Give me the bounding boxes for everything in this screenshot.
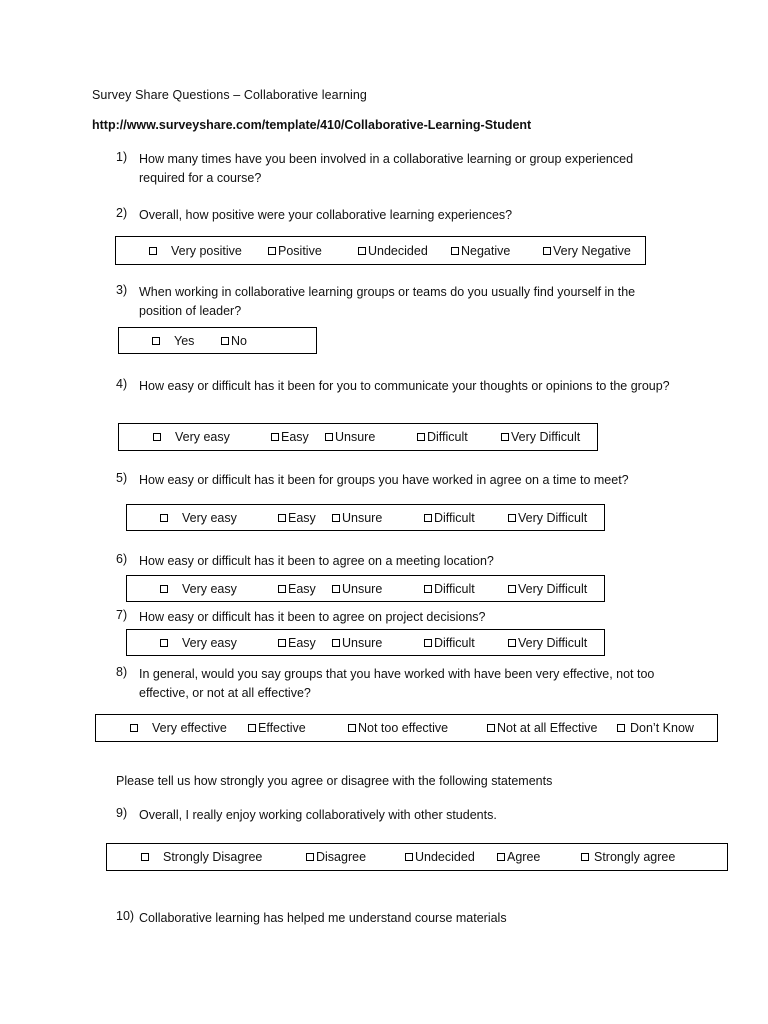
instructions-text: Please tell us how strongly you agree or disagree with the following statements	[116, 774, 553, 788]
option[interactable]: Very easy	[160, 636, 237, 650]
option[interactable]: Yes	[152, 334, 194, 348]
option[interactable]: Easy	[278, 511, 316, 525]
question-number: 6)	[116, 552, 128, 566]
answer-box-q3	[118, 327, 317, 354]
option[interactable]: Difficult	[424, 636, 475, 650]
option[interactable]: Unsure	[325, 430, 375, 444]
checkbox-icon[interactable]	[278, 514, 286, 522]
checkbox-icon[interactable]	[278, 585, 286, 593]
option[interactable]: Effective	[248, 721, 306, 735]
checkbox-icon[interactable]	[278, 639, 286, 647]
checkbox-icon[interactable]	[405, 853, 413, 861]
question-text: How easy or difficult has it been to agree on a meeting location?	[139, 554, 494, 568]
checkbox-icon[interactable]	[581, 853, 589, 861]
option[interactable]: Strongly agree	[581, 850, 675, 864]
checkbox-icon[interactable]	[152, 337, 160, 345]
answer-box-q7	[126, 629, 605, 656]
question-text: When working in collaborative learning groups or teams do you usually find yourself in the position of leader?	[139, 285, 636, 318]
checkbox-icon[interactable]	[358, 247, 366, 255]
checkbox-icon[interactable]	[508, 514, 516, 522]
answer-box-q9	[106, 843, 728, 871]
question-number: 3)	[116, 283, 128, 297]
checkbox-icon[interactable]	[332, 639, 340, 647]
option[interactable]: Very effective	[130, 721, 227, 735]
checkbox-icon[interactable]	[268, 247, 276, 255]
template-url: http://www.surveyshare.com/template/410/Collaborative-Learning-Student	[92, 118, 532, 132]
checkbox-icon[interactable]	[271, 433, 279, 441]
option[interactable]: Unsure	[332, 582, 382, 596]
question-text: Overall, I really enjoy working collaboratively with other students.	[139, 808, 497, 822]
option[interactable]: Disagree	[306, 850, 366, 864]
question-text: Collaborative learning has helped me understand course materials	[139, 911, 507, 925]
question-number: 4)	[116, 377, 128, 391]
option[interactable]: Positive	[268, 244, 322, 258]
document-title: Survey Share Questions – Collaborative learning	[92, 88, 367, 102]
checkbox-icon[interactable]	[451, 247, 459, 255]
checkbox-icon[interactable]	[617, 724, 625, 732]
option[interactable]: Strongly Disagree	[141, 850, 262, 864]
question-number: 7)	[116, 608, 128, 622]
option[interactable]: Difficult	[417, 430, 468, 444]
checkbox-icon[interactable]	[153, 433, 161, 441]
option[interactable]: Difficult	[424, 511, 475, 525]
option[interactable]: Very Negative	[543, 244, 631, 258]
option[interactable]: Very Difficult	[508, 582, 587, 596]
checkbox-icon[interactable]	[130, 724, 138, 732]
option[interactable]: Unsure	[332, 636, 382, 650]
option[interactable]: Easy	[278, 582, 316, 596]
checkbox-icon[interactable]	[141, 853, 149, 861]
checkbox-icon[interactable]	[149, 247, 157, 255]
option[interactable]: Agree	[497, 850, 540, 864]
checkbox-icon[interactable]	[160, 639, 168, 647]
question-text: How many times have you been involved in a collaborative learning or group experienced required for a course?	[139, 152, 634, 185]
question-text: How easy or difficult has it been to agree on project decisions?	[139, 610, 486, 624]
checkbox-icon[interactable]	[508, 639, 516, 647]
question-number: 8)	[116, 665, 128, 679]
option[interactable]: Unsure	[332, 511, 382, 525]
question-text: How easy or difficult has it been for you to communicate your thoughts or opinions to the group?	[139, 379, 670, 393]
checkbox-icon[interactable]	[424, 514, 432, 522]
option[interactable]: Very easy	[160, 582, 237, 596]
checkbox-icon[interactable]	[487, 724, 495, 732]
option[interactable]: Undecided	[358, 244, 428, 258]
checkbox-icon[interactable]	[543, 247, 551, 255]
checkbox-icon[interactable]	[221, 337, 229, 345]
option[interactable]: Difficult	[424, 582, 475, 596]
question-number: 5)	[116, 471, 128, 485]
answer-box-q2	[115, 236, 646, 265]
checkbox-icon[interactable]	[497, 853, 505, 861]
checkbox-icon[interactable]	[160, 514, 168, 522]
option[interactable]: Very positive	[149, 244, 242, 258]
option[interactable]: Undecided	[405, 850, 475, 864]
checkbox-icon[interactable]	[248, 724, 256, 732]
option[interactable]: Very Difficult	[501, 430, 580, 444]
checkbox-icon[interactable]	[417, 433, 425, 441]
checkbox-icon[interactable]	[325, 433, 333, 441]
checkbox-icon[interactable]	[332, 514, 340, 522]
checkbox-icon[interactable]	[424, 639, 432, 647]
option[interactable]: Not too effective	[348, 721, 448, 735]
option[interactable]: Not at all Effective	[487, 721, 598, 735]
checkbox-icon[interactable]	[501, 433, 509, 441]
option[interactable]: No	[221, 334, 247, 348]
option[interactable]: Very Difficult	[508, 636, 587, 650]
question-text: In general, would you say groups that you have worked with have been very effective, not too effective, or not at all effective?	[139, 667, 655, 700]
option[interactable]: Easy	[278, 636, 316, 650]
option[interactable]: Very Difficult	[508, 511, 587, 525]
checkbox-icon[interactable]	[160, 585, 168, 593]
option[interactable]: Don’t Know	[617, 721, 694, 735]
checkbox-icon[interactable]	[508, 585, 516, 593]
answer-box-q4	[118, 423, 598, 451]
checkbox-icon[interactable]	[332, 585, 340, 593]
option[interactable]: Very easy	[160, 511, 237, 525]
question-number: 9)	[116, 806, 128, 820]
question-number: 1)	[116, 150, 128, 164]
checkbox-icon[interactable]	[306, 853, 314, 861]
option[interactable]: Very easy	[153, 430, 230, 444]
question-text: How easy or difficult has it been for groups you have worked in agree on a time to meet?	[139, 473, 629, 487]
option[interactable]: Negative	[451, 244, 510, 258]
answer-box-q5	[126, 504, 605, 531]
option[interactable]: Easy	[271, 430, 309, 444]
question-number: 2)	[116, 206, 128, 220]
question-number: 10)	[116, 909, 135, 923]
checkbox-icon[interactable]	[348, 724, 356, 732]
answer-box-q6	[126, 575, 605, 602]
answer-box-q8	[95, 714, 718, 742]
checkbox-icon[interactable]	[424, 585, 432, 593]
question-text: Overall, how positive were your collaborative learning experiences?	[139, 208, 513, 222]
